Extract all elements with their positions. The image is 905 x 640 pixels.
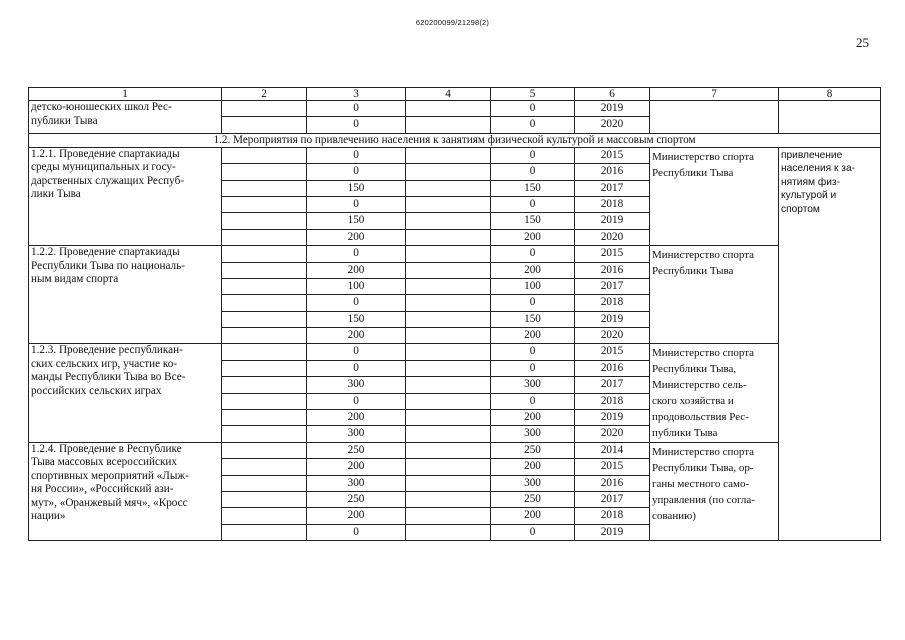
- cell-col3-value: 0: [307, 117, 406, 133]
- cell-col4: [406, 442, 491, 458]
- cell-year: 2018: [575, 508, 650, 524]
- table-row: [29, 101, 881, 117]
- cell-col3-value: 150: [307, 311, 406, 327]
- cell-col5-value: 250: [491, 491, 575, 507]
- header-cell-5: 5: [491, 88, 575, 101]
- cell-col2: [222, 491, 307, 507]
- cell-year: 2017: [575, 180, 650, 196]
- cell-col5-value: 200: [491, 410, 575, 426]
- cell-col5-value: 200: [491, 262, 575, 278]
- cell-col2: [222, 147, 307, 163]
- cell-col2: [222, 295, 307, 311]
- cell-col5-value: 300: [491, 475, 575, 491]
- header-cell-8: 8: [779, 88, 881, 101]
- header-cell-4: 4: [406, 88, 491, 101]
- cell-year: 2016: [575, 360, 650, 376]
- header-cell-6: 6: [575, 88, 650, 101]
- cell-col3-value: 200: [307, 459, 406, 475]
- cell-col4: [406, 101, 491, 117]
- cell-col5-value: 0: [491, 147, 575, 163]
- cell-col3-value: 0: [307, 246, 406, 262]
- cell-col4: [406, 524, 491, 540]
- cell-col4: [406, 426, 491, 442]
- cell-col2: [222, 410, 307, 426]
- cell-year: 2020: [575, 426, 650, 442]
- cell-col3-value: 300: [307, 377, 406, 393]
- activity-1-2-1-description: 1.2.1. Проведение спартакиады среды муниципальных и госу- дарственных служащих Респуб- лики Тыва: [29, 147, 222, 245]
- cell-col2: [222, 311, 307, 327]
- cell-col3-value: 0: [307, 295, 406, 311]
- cell-col5-value: 300: [491, 377, 575, 393]
- header-cell-2: 2: [222, 88, 307, 101]
- cell-col5-value: 0: [491, 164, 575, 180]
- cell-year: 2017: [575, 377, 650, 393]
- cell-year: 2019: [575, 311, 650, 327]
- cell-col5-value: 0: [491, 344, 575, 360]
- cell-col2: [222, 213, 307, 229]
- cell-col5-value: 300: [491, 426, 575, 442]
- cell-year: 2016: [575, 262, 650, 278]
- cell-col2: [222, 508, 307, 524]
- cell-col2: [222, 426, 307, 442]
- cell-year: 2016: [575, 164, 650, 180]
- cell-col4: [406, 311, 491, 327]
- cell-col2: [222, 475, 307, 491]
- cell-col3-value: 0: [307, 524, 406, 540]
- cell-col4: [406, 180, 491, 196]
- cell-col3-value: 0: [307, 196, 406, 212]
- cell-year: 2017: [575, 278, 650, 294]
- cell-col5-value: 100: [491, 278, 575, 294]
- section-row: [29, 133, 881, 147]
- cell-col3-value: 250: [307, 442, 406, 458]
- cell-year: 2015: [575, 246, 650, 262]
- cell-col5-value: 200: [491, 459, 575, 475]
- cell-col2: [222, 360, 307, 376]
- cell-col3-value: 300: [307, 426, 406, 442]
- cell-col3-value: 300: [307, 475, 406, 491]
- activity-1-2-1-responsible: Министерство спорта Республики Тыва: [650, 147, 779, 245]
- cell-col4: [406, 262, 491, 278]
- cell-col2: [222, 328, 307, 344]
- cell-col2: [222, 101, 307, 117]
- cell-col4: [406, 213, 491, 229]
- cell-col5-value: 0: [491, 246, 575, 262]
- cell-col5-value: 150: [491, 180, 575, 196]
- cell-col5-value: 150: [491, 311, 575, 327]
- cell-col2: [222, 229, 307, 245]
- section-result: привлечение населения к за- нятиям физ- культурой и спортом: [779, 147, 881, 540]
- activity-1-2-4-responsible: Министерство спорта Республики Тыва, ор- ганы местного само- управления (по согла- сованию): [650, 442, 779, 540]
- cell-col4: [406, 459, 491, 475]
- cell-col5-value: 0: [491, 101, 575, 117]
- cell-col5-value: 0: [491, 295, 575, 311]
- cell-col5-value: 0: [491, 360, 575, 376]
- cell-col3-value: 0: [307, 147, 406, 163]
- cell-col4: [406, 164, 491, 180]
- cell-year: 2015: [575, 459, 650, 475]
- cell-col2: [222, 278, 307, 294]
- cell-year: 2015: [575, 344, 650, 360]
- activity-1-2-2-responsible: Министерство спорта Республики Тыва: [650, 246, 779, 344]
- cell-col3-value: 0: [307, 360, 406, 376]
- cell-col4: [406, 491, 491, 507]
- page-number: 25: [856, 35, 869, 50]
- cell-col3-value: 0: [307, 164, 406, 180]
- cell-col2: [222, 164, 307, 180]
- cell-col4: [406, 508, 491, 524]
- cell-col3-value: 0: [307, 393, 406, 409]
- cell-col2: [222, 377, 307, 393]
- cell-year: 2019: [575, 410, 650, 426]
- activity-1-2-3-responsible: Министерство спорта Республики Тыва, Министерство сель- ского хозяйства и продовольствия Рес- публики Тыва: [650, 344, 779, 442]
- cell-year: 2020: [575, 117, 650, 133]
- cell-col5-value: 250: [491, 442, 575, 458]
- document-id: 620200099/21298(2): [415, 18, 490, 27]
- cell-col5-value: 0: [491, 524, 575, 540]
- cell-col4: [406, 328, 491, 344]
- table-row: [29, 147, 881, 163]
- cell-col2: [222, 344, 307, 360]
- cell-year: 2014: [575, 442, 650, 458]
- table-row: [29, 442, 881, 458]
- cell-col2: [222, 459, 307, 475]
- cell-col2: [222, 246, 307, 262]
- header-cell-3: 3: [307, 88, 406, 101]
- cell-col3-value: 150: [307, 213, 406, 229]
- activity-1-2-2-description: 1.2.2. Проведение спартакиады Республики Тыва по националь- ным видам спорта: [29, 246, 222, 344]
- header-row: [29, 88, 881, 101]
- table-row: [29, 344, 881, 360]
- cell-col2: [222, 117, 307, 133]
- header-cell-1: 1: [29, 88, 222, 101]
- cell-col4: [406, 117, 491, 133]
- cell-col5-value: 0: [491, 196, 575, 212]
- cell-col2: [222, 180, 307, 196]
- cell-col4: [406, 475, 491, 491]
- cell-col5-value: 200: [491, 328, 575, 344]
- top-block-responsible: [650, 101, 779, 134]
- cell-col4: [406, 246, 491, 262]
- table-row: [29, 246, 881, 262]
- cell-col4: [406, 393, 491, 409]
- cell-col3-value: 250: [307, 491, 406, 507]
- cell-year: 2018: [575, 295, 650, 311]
- top-block-description: детско-юношеских школ Рес- публики Тыва: [29, 101, 222, 134]
- activity-1-2-4-description: 1.2.4. Проведение в Республике Тыва массовых всероссийских спортивных мероприятий «Лыж- ня России», «Российский ази- мут», «Оранжевый мяч», «Кросс нации»: [29, 442, 222, 540]
- cell-col5-value: 0: [491, 393, 575, 409]
- cell-year: 2020: [575, 229, 650, 245]
- cell-col3-value: 200: [307, 410, 406, 426]
- cell-col3-value: 0: [307, 101, 406, 117]
- cell-col5-value: 200: [491, 229, 575, 245]
- cell-year: 2017: [575, 491, 650, 507]
- section-title: 1.2. Мероприятия по привлечению населения к занятиям физической культурой и массовым спортом: [29, 133, 881, 147]
- cell-year: 2018: [575, 196, 650, 212]
- top-block-result: [779, 101, 881, 134]
- cell-col4: [406, 196, 491, 212]
- cell-col2: [222, 196, 307, 212]
- cell-col3-value: 0: [307, 344, 406, 360]
- cell-year: 2020: [575, 328, 650, 344]
- table-body: [29, 88, 881, 541]
- cell-col4: [406, 410, 491, 426]
- program-table: [28, 87, 881, 541]
- activity-1-2-3-description: 1.2.3. Проведение республикан- ских сельских игр, участие ко- манды Республики Тыва во Все- российских сельских играх: [29, 344, 222, 442]
- cell-col3-value: 200: [307, 262, 406, 278]
- cell-col5-value: 0: [491, 117, 575, 133]
- cell-year: 2019: [575, 524, 650, 540]
- cell-col3-value: 200: [307, 328, 406, 344]
- cell-col2: [222, 524, 307, 540]
- cell-col4: [406, 295, 491, 311]
- cell-col4: [406, 344, 491, 360]
- cell-year: 2016: [575, 475, 650, 491]
- cell-year: 2015: [575, 147, 650, 163]
- cell-col3-value: 100: [307, 278, 406, 294]
- cell-col3-value: 150: [307, 180, 406, 196]
- cell-col2: [222, 393, 307, 409]
- cell-col4: [406, 147, 491, 163]
- cell-year: 2018: [575, 393, 650, 409]
- cell-col3-value: 200: [307, 229, 406, 245]
- header-cell-7: 7: [650, 88, 779, 101]
- cell-col5-value: 150: [491, 213, 575, 229]
- cell-col3-value: 200: [307, 508, 406, 524]
- cell-col4: [406, 229, 491, 245]
- cell-col4: [406, 278, 491, 294]
- cell-col2: [222, 442, 307, 458]
- cell-col5-value: 200: [491, 508, 575, 524]
- cell-year: 2019: [575, 213, 650, 229]
- cell-col4: [406, 377, 491, 393]
- cell-col2: [222, 262, 307, 278]
- cell-col4: [406, 360, 491, 376]
- cell-year: 2019: [575, 101, 650, 117]
